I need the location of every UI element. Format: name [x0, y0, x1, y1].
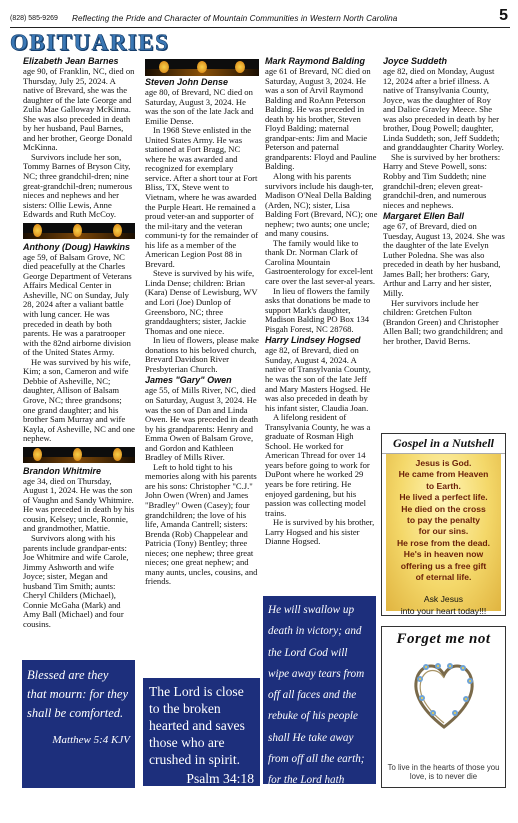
obituary-paragraph: Steve is survived by his wife, Linda Dense; children: Brian (Kara) Dense of Lewisburg, WV and Lori (Joe) Dunlop of Greensboro, NC; three granddaughters; sister, Jackie Thomas and one niece. — [145, 268, 258, 336]
obituary-name: Joyce Suddeth — [383, 56, 448, 66]
gospel-line: He came from Heaven — [398, 469, 489, 480]
verse-reference: Isaiah 25:8 — [329, 811, 371, 822]
column-2 — [145, 76, 259, 587]
gospel-line: to pay the penalty — [406, 515, 481, 526]
obituary-paragraph: Her survivors include her children: Gretchen Fulton (Brandon Green) and Christopher Allen Ball; two grandchildren; and her brother, David Berns. — [383, 297, 503, 346]
column-3 — [265, 55, 378, 547]
header-phone: (828) 585-9269 — [10, 15, 58, 22]
obituary-paragraph: age 67, of Brevard, died on Tuesday, August 13, 2024. She was the daughter of the late Evelyn Luther Poledna. She was also preceded in death by her husband, James Ball; her brothers: Gary, Arthur and Larry and her sister, Milly. — [383, 221, 505, 299]
header-tagline: Reflecting the Pride and Character of Mountain Communities in Western North Carolina — [72, 14, 398, 23]
obituary-paragraph: He is survived by his brother, Larry Hogsed and his sister Dianne Hogsed. — [265, 517, 375, 547]
obituary-name: Mark Raymond Balding — [265, 56, 366, 66]
gospel-line: Jesus is God. — [415, 458, 472, 468]
sunset-banner — [23, 223, 135, 239]
gospel-line: to Earth. — [426, 480, 461, 491]
obituary-name: Margaret Ellen Ball — [383, 211, 465, 222]
gospel-line: He rose from the dead. — [396, 537, 491, 548]
forget-me-not-box — [381, 626, 506, 788]
forget-title: Forget me not — [396, 631, 491, 647]
obituary-paragraph: age 61 of Brevard, NC died on Saturday, August 3, 2024. He was a son of Arvil Raymond Balding and RoAnn Peterson Balding. He was preceded in death by his brother, Steven Floyd Balding; maternal grandpar-ents: Jim and Macie Peterson and paternal grandparents: Floyd and Pauline Balding. — [265, 66, 377, 172]
obituary-paragraph: age 55, of Mills River, NC, died on Saturday, August 3, 2024. He was the son of Dan and Linda Owen. He was preceded in death by his grandparents: Henry and Emma Owen of Balsam Grove, and Gordon and Kathleen Bradley of Mills River. — [145, 385, 259, 463]
obituary-name: James "Gary" Owen — [145, 375, 232, 386]
obituary-paragraph: Survivors along with his parents include grandpar-ents: Joe Whitmire and wife Carole, Jimmy Ashworth and wife Joyce; sister, Megan and husband Tim Smith; aunts: Cheryl Childers (Michael), Connie McGaha (Mark) and Amy Ball (Michael) and four cousins. — [23, 532, 129, 629]
verse-reference: Matthew 5:4 KJV — [52, 734, 130, 746]
obituary-paragraph: age 80, of Brevard, NC died on Saturday, August 3, 2024. He was the son of the late Jack and Emilie Dense. — [145, 87, 254, 126]
gospel-line: He's in heaven now — [403, 549, 484, 560]
obituary-name: Steven John Dense — [145, 77, 229, 87]
obituary-paragraph: He was survived by his wife, Kim; a son, Cameron and wife Debbie of Asheville, NC; daughter, Allison of Balsam Grove, NC; three grandsons; one grand daughter; and his brother Sam Murray and wife Kayla, of Asheville, NC and one nephew. — [23, 356, 135, 444]
gospel-line: Ask Jesus — [423, 594, 464, 605]
obituary-paragraph: Survivors include her son, Tommy Barnes of Bryson City, NC; three grandchil-dren; nine great-grandchil-dren; numerous nieces and nephews and her sisters: Ollie Lewis, Anne Edwards and Ruth McCoy. — [23, 151, 133, 220]
sunset-banner — [145, 59, 259, 76]
sunset-banner — [23, 447, 135, 463]
verse-text: Blessed are they that mourn: for they shall be comforted. — [27, 668, 129, 720]
verse-text: The Lord is close to the broken hearted and saves those who are crushed in spirit. — [149, 684, 245, 767]
verse-box-isaiah — [263, 596, 376, 822]
forget-caption: To live in the hearts of those you love, is to never die — [387, 763, 500, 781]
obituary-paragraph: age 82, died on Monday, August 12, 2024 after a brief illness. A native of Transylvania County, Joyce, was the daughter of Roy and Dalice Gravley Meece. She was also preceded in death by her brother, Doug Powell; daughter, Linda Suddeth; son, Jeff Suddeth; and granddaughter Charity Worley. — [383, 66, 504, 153]
section-title: OBITUARIES — [10, 30, 170, 55]
verse-reference: Psalm 34:18 — [186, 771, 254, 786]
gospel-body — [386, 454, 501, 616]
obituary-name: Harry Lindsey Hogsed — [265, 335, 361, 346]
column-4 — [383, 55, 505, 346]
gospel-line: offering us a free gift — [400, 560, 487, 571]
gospel-line: He died on the cross — [401, 503, 486, 514]
verse-box-psalm — [143, 678, 260, 786]
column-1 — [23, 55, 135, 629]
obituary-name: Elizabeth Jean Barnes — [23, 56, 119, 66]
obituary-paragraph: age 34, died on Thursday, August 1, 2024. He was the son of Vaughn and Sandy Whitmire. He was preceded in death by his cousin, Kelsey; uncle, Ronnie, and grandmother, Mattie. — [23, 475, 135, 534]
obituary-paragraph: age 82, of Brevard, died on Sunday, August 4, 2024. A native of Transylvania County, he was the son of the late Jeff and Mary Masters Hogsed. He was also preceded in death by his infant sister, Claudia Joan. — [265, 345, 371, 413]
gospel-line: of eternal life. — [415, 572, 472, 583]
gospel-line: for our sins. — [418, 526, 469, 537]
obituary-name: Brandon Whitmire — [23, 465, 101, 476]
obituary-paragraph: The family would like to thank Dr. Norman Clark of Carolina Mountain Gastroenterology for excel-lent care over the last sever-al years. — [265, 237, 376, 287]
page-number: 5 — [499, 7, 508, 24]
obituary-paragraph: She is survived by her brothers: Harry and Steve Powell, sons: Robby and Tim Suddeth; nine grandchil-dren; eleven great-grandchil-dren, and numerous nieces and nephews. — [383, 151, 501, 210]
page-header — [10, 6, 510, 28]
obituary-paragraph: Left to hold tight to his memories along with his parents are his sons: Christopher "C.J." John Owen (Wren) and James "Bradley" Owen (Casey); four grandchildren; the love of his life, Amanda Cantrell; sisters: Brenda (Rob) Chappelear and Patricia (Tony) Bentley; three nieces; one nephew; three great nieces; one great nephew; and many aunts, uncles, cousins, and friends. — [145, 461, 258, 587]
floral-heart-wreath-icon — [408, 653, 480, 733]
verse-box-matthew — [22, 660, 135, 788]
obituary-paragraph: age 59, of Balsam Grove, NC died peacefully at the Charles George Department of Veterans Affairs Medical Center in Asheville, NC on Sunday, July 28, 2024 after a valiant battle with lung cancer. He was preceded in death by both parents. He was a paratrooper with the 82nd airborne division of the United States Army. — [23, 251, 132, 358]
gospel-line: He lived a perfect life. — [399, 492, 488, 503]
obituary-paragraph: In lieu of flowers the family asks that donations be made to support Mark's daughter, Madison Balding PO Box 134 Pisgah Forest, NC 28768. — [265, 285, 371, 334]
obituary-paragraph: In 1968 Steve enlisted in the United States Army. He was stationed at Fort Bragg, NC where he was awarded and recognized for exemplary service. After a short tour at Fort Bliss, TX, Steve went to Vietnam, where he was awarded the Purple Heart. He remained a proud veter-an and supporter of the mil-itary and the veteran communi-ty for the remainder of his life as a member of the American Legion Post 88 in Brevard. — [145, 125, 259, 269]
gospel-line: into your heart today!!! — [400, 605, 487, 616]
obituary-paragraph: In lieu of flowers, please make donations to his beloved church, Brevard Davidson River Presbyterian Church. — [145, 335, 259, 374]
gospel-title: Gospel in a Nutshell — [382, 434, 505, 454]
gospel-box — [381, 433, 506, 616]
obituary-name: Anthony (Doug) Hawkins — [23, 241, 130, 252]
obituary-paragraph: A lifelong resident of Transylvania County, he was a graduate of Rosman High School. He worked for American Thread for over 14 years before going to work for DuPont where he worked 29 years be fore retiring. He enjoyed gardening, but his passion was collecting model trains. — [265, 412, 371, 518]
verse-text: He will swallow up death in victory; and the Lord God will wipe away tears from off all faces and the rebuke of his people shall He take away from off all the earth; for the Lord hath spoken it. — [268, 604, 365, 808]
obituary-paragraph: Along with his parents survivors include his daugh-ter, Madison O'Neal Della Balding (Arden, NC); sister, Lisa Balding Fort (Brevard, NC); one nephew; two aunts; one uncle; and many cousins. — [265, 171, 378, 239]
gospel-line — [386, 583, 501, 594]
obituary-paragraph: age 90, of Franklin, NC, died on Thursday, July 25, 2024. A native of Brevard, she was the daughter of the late George and Zulia Mae Galloway McKinna. She was also preceded in death by her husband, Paul Barnes, and her brother, George Donald McKinna. — [23, 66, 135, 153]
